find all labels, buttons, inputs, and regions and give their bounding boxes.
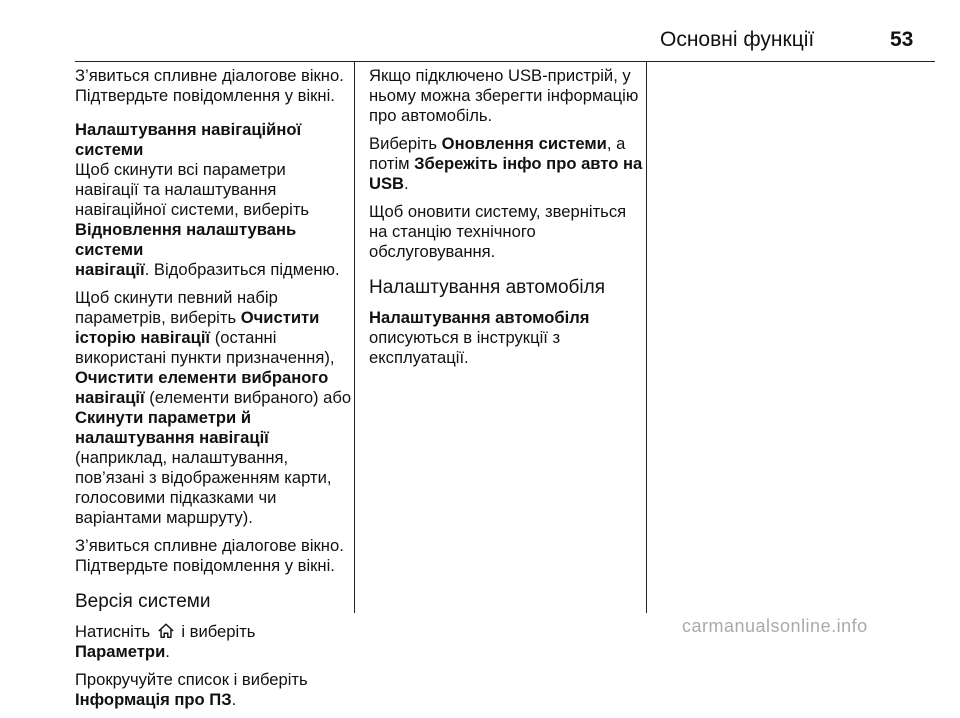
menu-term-restore-nav: Відновлення налаштувань системи (75, 220, 297, 259)
page-number: 53 (890, 28, 914, 51)
menu-term-clear-history: історію навігації (75, 328, 211, 347)
text-line: Налаштування навігаційної (75, 120, 302, 139)
text-line: (останні (210, 328, 277, 347)
text-line: Підтвердьте повідомлення у вікні. (75, 556, 335, 575)
paragraph-popup-confirm-2 (75, 536, 353, 576)
header-rule (75, 61, 935, 62)
header-title: Основні функції (660, 28, 815, 51)
paragraph-reset-all (75, 160, 353, 280)
right-column (369, 66, 644, 376)
column-divider-right (646, 61, 647, 613)
menu-term-save-usb: USB (369, 174, 405, 193)
menu-term-clear-favorites: навігації (75, 388, 145, 407)
text-line: описуються в інструкції з (369, 328, 561, 347)
paragraph-select-update (369, 134, 644, 194)
paragraph-popup-confirm (75, 66, 353, 106)
text-line: (елементи вибраного) або (144, 388, 352, 407)
text-line: використані пункти призначення), (75, 348, 335, 367)
text-line: Щоб оновити систему, зверніться (369, 202, 627, 221)
menu-term-settings: Параметри (75, 642, 166, 661)
text-line: про автомобіль. (369, 106, 493, 125)
menu-term-vehicle-settings: Налаштування автомобіля (369, 308, 590, 327)
text-line: Якщо підключено USB-пристрій, у (369, 66, 631, 85)
text-line: Підтвердьте повідомлення у вікні. (75, 86, 335, 105)
text-line: експлуатації. (369, 348, 469, 367)
paragraph-vehicle-settings (369, 308, 644, 368)
text-line: Щоб скинути певний набір (75, 288, 278, 307)
text-line: Щоб скинути всі параметри (75, 160, 286, 179)
text-line: . (165, 642, 170, 661)
paragraph-scroll-list (75, 670, 353, 710)
menu-term-clear-history: Очистити (240, 308, 320, 327)
watermark: carmanualsonline.info (682, 616, 868, 636)
text-line: . Відобразиться підменю. (144, 260, 340, 279)
text-line: Прокручуйте список і виберіть (75, 670, 308, 689)
home-icon (157, 622, 175, 640)
menu-term-restore-nav: навігації (75, 260, 145, 279)
text-line: ньому можна зберегти інформацію (369, 86, 639, 105)
menu-term-save-usb: Збережіть інфо про авто на (414, 154, 643, 173)
text-line: варіантами маршруту). (75, 508, 253, 527)
text-line: і виберіть (176, 622, 256, 641)
text-line: навігації та налаштування (75, 180, 277, 199)
paragraph-press-home (75, 622, 353, 662)
text-line: голосовими підказками чи (75, 488, 277, 507)
text-line: навігаційної системи, виберіть (75, 200, 310, 219)
menu-term-software-info: Інформація про ПЗ (75, 690, 232, 709)
paragraph-service-station (369, 202, 644, 262)
left-column (75, 66, 353, 718)
vehicle-settings-heading: Налаштування автомобіля (369, 277, 606, 298)
menu-term-reset-settings: Скинути параметри й (75, 408, 252, 427)
column-divider-left (354, 61, 355, 613)
text-line: З’явиться спливне діалогове вікно. (75, 536, 344, 555)
menu-term-clear-favorites: Очистити елементи вибраного (75, 368, 329, 387)
text-line: Натисніть (75, 622, 155, 641)
text-line: параметрів, виберіть (75, 308, 241, 327)
text-line: Виберіть (369, 134, 442, 153)
text-line: . (404, 174, 409, 193)
paragraph-reset-some (75, 288, 353, 528)
text-line: . (231, 690, 237, 709)
menu-term-reset-settings: налаштування навігації (75, 428, 269, 447)
text-line: потім (369, 154, 415, 173)
text-line: обслуговування. (369, 242, 496, 261)
menu-term-system-update: Оновлення системи (441, 134, 607, 153)
system-version-heading: Версія системи (75, 591, 211, 612)
text-line: (наприклад, налаштування, (75, 448, 289, 467)
text-line: , а (606, 134, 626, 153)
paragraph-usb-info (369, 66, 644, 126)
text-line: на станцію технічного (369, 222, 536, 241)
text-line: З’явиться спливне діалогове вікно. (75, 66, 344, 85)
nav-settings-heading (75, 120, 353, 160)
text-line: системи (75, 140, 144, 159)
text-line: пов’язані з відображенням карти, (75, 468, 332, 487)
